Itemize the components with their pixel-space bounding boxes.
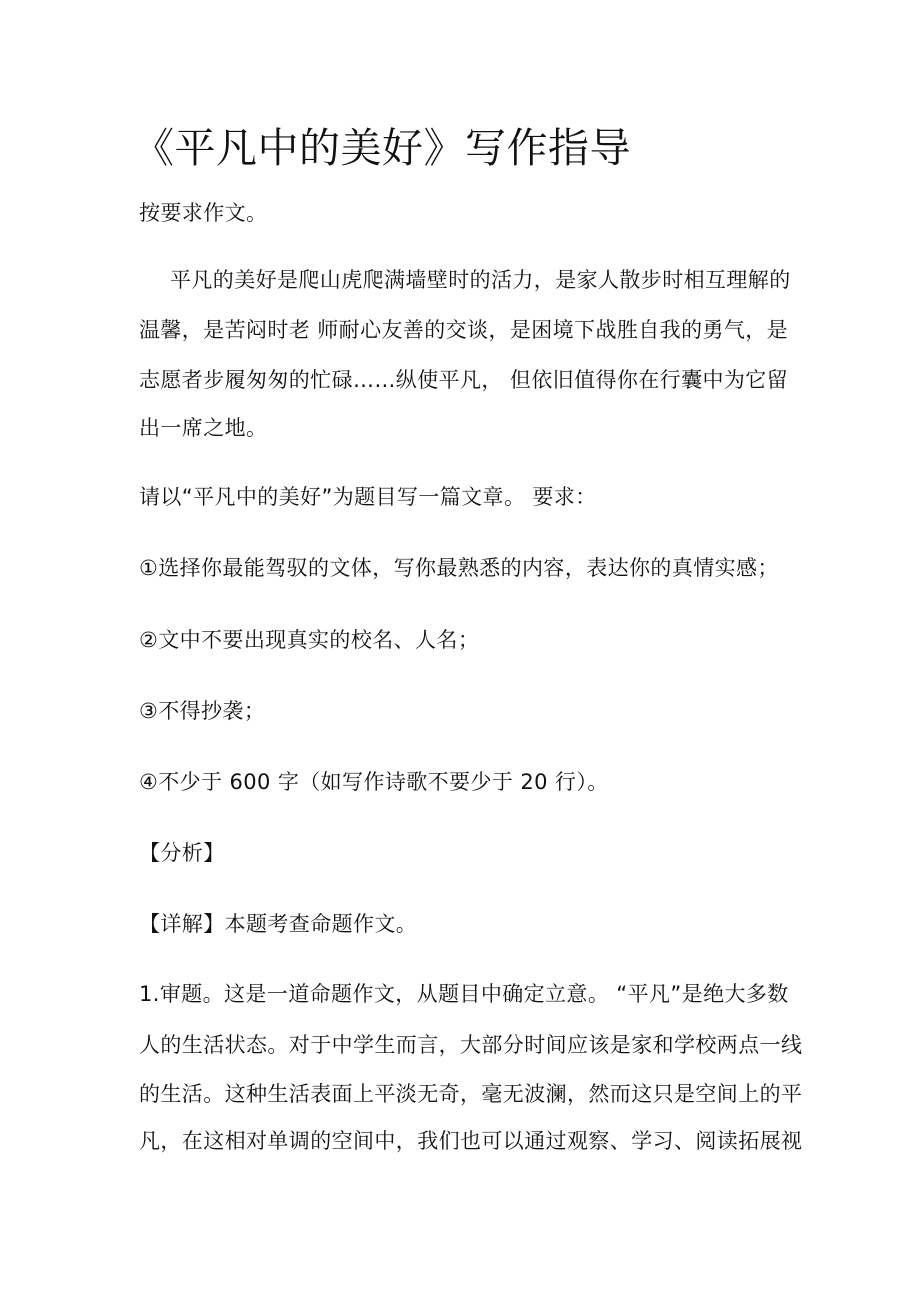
explanation-line: 的生活。这种生活表面上平淡无奇，毫无波澜，然而这只是空间上的平 xyxy=(139,1082,803,1106)
prompt-paragraph-line: 出一席之地。 xyxy=(139,416,268,440)
requirement-4: ④不少于 600 字（如写作诗歌不要少于 20 行）。 xyxy=(139,770,609,794)
prompt-paragraph-line: 平凡的美好是爬山虎爬满墙壁时的活力，是家人散步时相互理解的 xyxy=(170,268,791,292)
requirement-2: ②文中不要出现真实的校名、人名； xyxy=(139,628,480,652)
requirement-1: ①选择你最能驾驭的文体，写你最熟悉的内容，表达你的真情实感； xyxy=(139,556,779,580)
task-line: 请以“平凡中的美好”为题目写一篇文章。 要求： xyxy=(139,485,597,509)
explanation-line: 1.审题。这是一道命题作文，从题目中确定立意。 “平凡”是绝大多数 xyxy=(139,982,789,1006)
requirement-3: ③不得抄袭； xyxy=(139,699,266,723)
instruction-line: 按要求作文。 xyxy=(139,201,268,225)
explanation-line: 人的生活状态。对于中学生而言，大部分时间应该是家和学校两点一线 xyxy=(139,1033,803,1057)
prompt-paragraph-line: 志愿者步履匆匆的忙碌……纵使平凡， 但依旧值得你在行囊中为它留 xyxy=(139,368,789,392)
explanation-heading: 【详解】本题考查命题作文。 xyxy=(139,912,418,936)
explanation-line: 凡，在这相对单调的空间中，我们也可以通过观察、学习、阅读拓展视 xyxy=(139,1129,803,1153)
analysis-heading: 【分析】 xyxy=(139,841,225,865)
document-title: 《平凡中的美好》写作指导 xyxy=(133,124,631,172)
prompt-paragraph-line: 温馨，是苦闷时老 师耐心友善的交谈，是困境下战胜自我的勇气，是 xyxy=(139,318,789,342)
